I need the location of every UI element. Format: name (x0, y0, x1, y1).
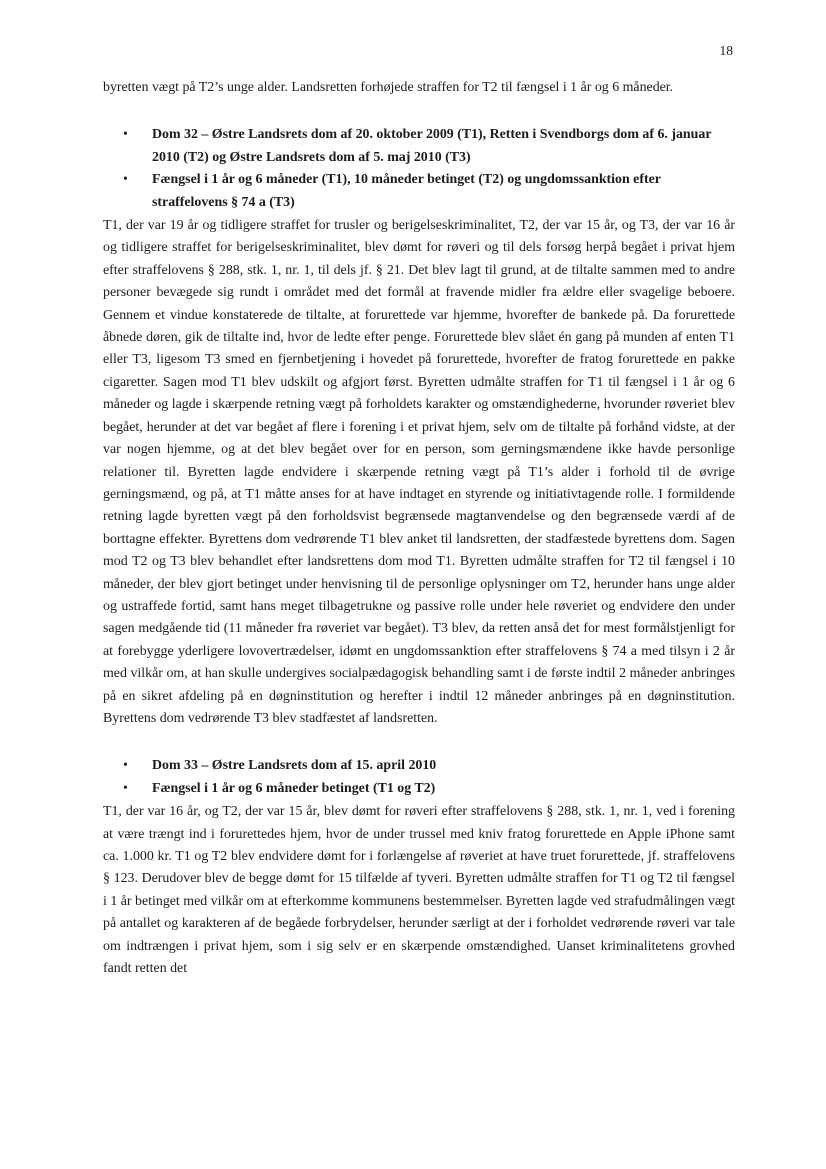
case-33-title: • Dom 33 – Østre Landsrets dom af 15. april 2010 (103, 755, 735, 777)
case-32 (103, 124, 735, 730)
intro-paragraph: byretten vægt på T2’s unge alder. Landsretten forhøjede straffen for T2 til fængsel i 1 år og 6 måneder. (103, 80, 674, 95)
case-32-title: • Dom 32 – Østre Landsrets dom af 20. oktober 2009 (T1), Retten i Svendborgs dom af 6. januar 2010 (T2) og Østre Landsrets dom af 5. maj 2010 (T3) (103, 124, 735, 169)
page-number: 18 (719, 43, 733, 58)
case-33-paragraph: T1, der var 16 år, og T2, der var 15 år, blev dømt for røveri efter straffelovens § 288, stk. 1, nr. 1, ved i forening at være trængt ind i forurettedes hjem, hvor de under trussel med kniv fratog forurettede en Apple iPhone samt ca. 1.000 kr. T1 og T2 blev endvidere dømt for i forlængelse af røveriet at have truet forurettede, jf. straffelovens § 123. Derudover blev de begge dømt for 15 tilfælde af tyveri. Byretten udmålte straffen for T1 og T2 til fængsel i 1 år betinget med vilkår om at efterkomme kommunens bestemmelser. Byretten lagde ved strafudmålingen vægt på antallet og karakteren af de begåede forbrydelser, herunder særligt at der i forholdet vedrørende røveri var tale om indtrængen i privat hjem, som i sig selv er en skærpende omstændighed. Uanset kriminalitetens grovhed fandt retten det (103, 804, 735, 977)
document-body (103, 77, 735, 980)
case-32-paragraph: T1, der var 19 år og tidligere straffet for trusler og berigelseskriminalitet, T2, der var 15 år, og T3, der var 16 år og tidligere straffet for berigelseskriminalitet, blev dømt for røveri og til dels forsøg herpå begået i privat hjem efter straffelovens § 288, stk. 1, nr. 1, til dels jf. § 21. Det blev lagt til grund, at de tiltalte sammen med to andre personer bevægede sig rundt i området med det formål at fravende midler fra ældre eller svagelige beboere. Gennem et vindue konstaterede de tiltalte, at forurettede var hjemme, hvorefter de bankede på. Da forurettede åbnede døren, gik de tiltalte ind, hvor de ledte efter penge. Forurettede blev slået én gang på munden af enten T1 eller T3, ligesom T3 smed en fjernbetjening i hovedet på forurettede, hvorefter de fratog forurettede en pakke cigaretter. Sagen mod T1 blev udskilt og afgjort først. Byretten udmålte straffen for T1 til fængsel i 1 år og 6 måneder og lagde i skærpende retning vægt på forholdets karakter og omstændighederne, hvorunder røveriet blev begået, herunder at det var begået af flere i forening i et privat hjem, selv om de tiltalte på forhånd vidste, at der var nogen hjemme, og at det blev begået over for en person, som gerningsmændene ikke havde personlige relationer til. Byretten lagde endvidere i skærpende retning vægt på T1’s alder i forhold til de øvrige gerningsmænd, og på, at T1 måtte anses for at have indtaget en styrende og initiativtagende rolle. I formildende retning lagde byretten vægt på den forholdsvist begrænsede magtanvendelse og den begrænsede værdi af de borttagne effekter. Byrettens dom vedrørende T1 blev anket til landsretten, der stadfæstede byrettens dom. Sagen mod T2 og T3 blev behandlet efter landsrettens dom mod T1. Byretten udmålte straffen for T2 til fængsel i 10 måneder, der blev gjort betinget under henvisning til de personlige oplysninger om T2, herunder hans unge alder og ustraffede fortid, samt hans meget tilbagetrukne og passive rolle under hele røveriet og endvidere den under sagen medgående tid (11 måneder fra røveriet var begået). T3 blev, da retten anså det for mest formålstjenligt for at forebygge yderligere lovovertrædelser, idømt en ungdomssanktion efter straffelovens § 74 a med tilsyn i 2 år med vilkår om, at han skulle undergives socialpædagogisk behandling samt i de første indtil 2 måneder anbringes på en sikret afdeling på en døgninstitution og herefter i indtil 12 måneder anbringes på en døgninstitution. Byrettens dom vedrørende T3 blev stadfæstet af landsretten. (103, 218, 735, 726)
case-33-sentence: • Fængsel i 1 år og 6 måneder betinget (T1 og T2) (103, 778, 735, 800)
case-33 (103, 755, 735, 980)
case-32-headings (103, 124, 735, 214)
case-33-headings (103, 755, 735, 800)
case-32-sentence: • Fængsel i 1 år og 6 måneder (T1), 10 måneder betinget (T2) og ungdomssanktion efter straffelovens § 74 a (T3) (103, 169, 735, 214)
